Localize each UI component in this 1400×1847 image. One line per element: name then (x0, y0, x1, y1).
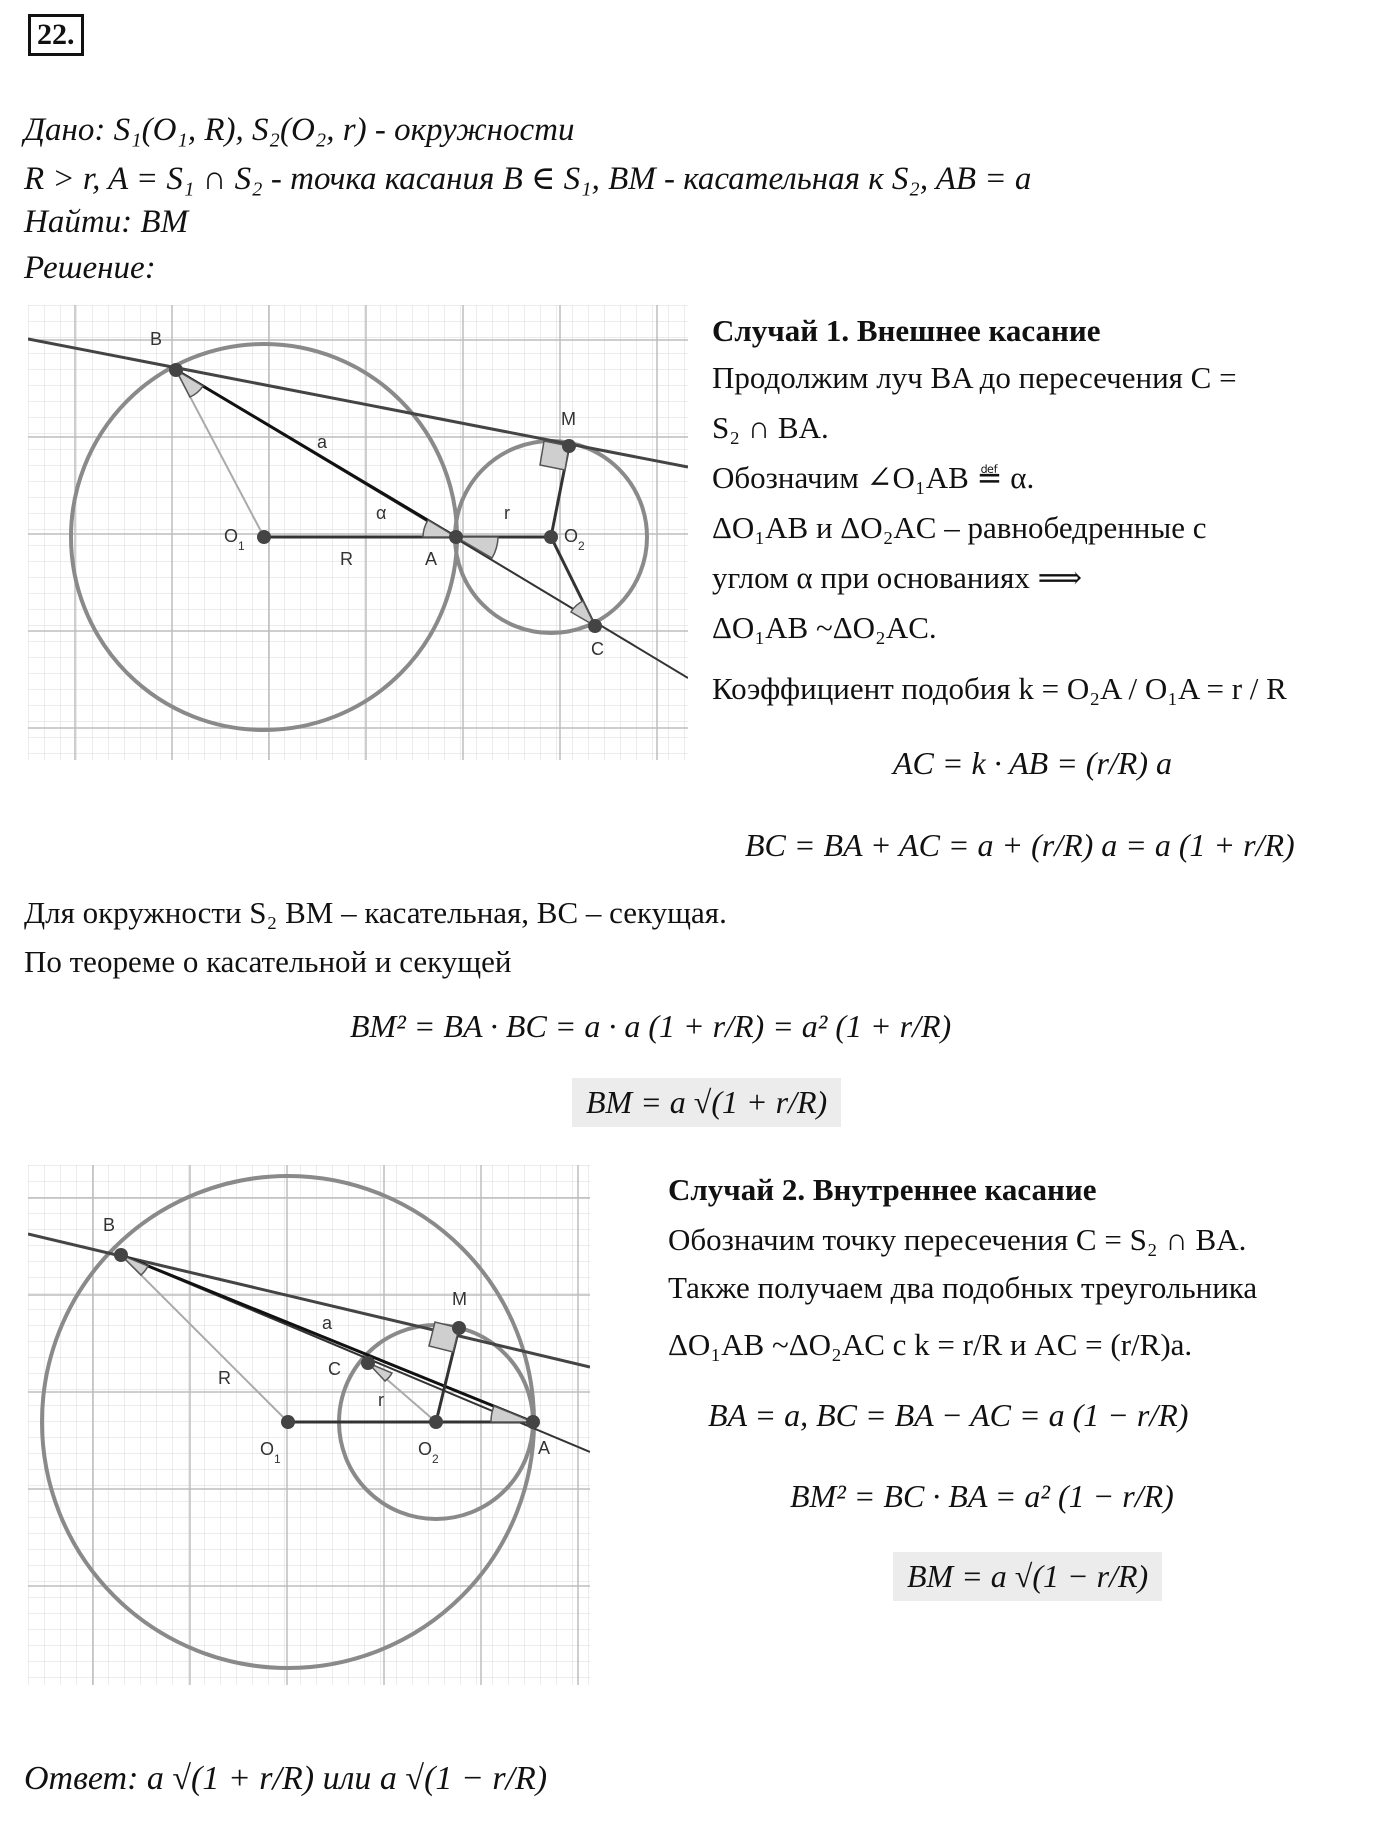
answer-line (24, 1760, 547, 1798)
case1-diagram (28, 305, 688, 760)
given-text: : S₁(O₁, R), S₂(O₂, r) - окружности (94, 112, 575, 148)
label-b: B (103, 1215, 116, 1235)
case1-line-1: Продолжим луч BA до пересечения C = (712, 360, 1237, 395)
label-o2-sub: 2 (432, 1452, 439, 1466)
point-m (452, 1321, 466, 1335)
case2-formula-bm: BM = a √(1 − r/R) (893, 1552, 1162, 1601)
middle-formula-bm: BM = a √(1 + r/R) (572, 1078, 841, 1127)
point-c (361, 1356, 375, 1370)
label-c: C (328, 1359, 341, 1379)
given-line (24, 112, 575, 149)
point-a (526, 1415, 540, 1429)
case1-line-2: S₂ ∩ BA. (712, 410, 829, 445)
label-a-side: a (317, 432, 328, 452)
case1-line-4: ΔO₁AB и ΔO₂AC – равнобедренные с (712, 510, 1207, 545)
grid (28, 1165, 590, 1685)
label-r: r (504, 503, 510, 523)
answer-label: Ответ (24, 1760, 128, 1797)
case2-formula-ba-bc: BA = a, BC = BA − AC = a (1 − r/R) (708, 1397, 1189, 1433)
label-r-big: R (340, 549, 353, 569)
point-c (588, 619, 602, 633)
point-o1 (281, 1415, 295, 1429)
label-o2-sub: 2 (578, 539, 585, 553)
given-label: Дано (24, 112, 95, 148)
label-m: M (452, 1289, 467, 1309)
case2-formula-bm2: BM² = BC · BA = a² (1 − r/R) (790, 1478, 1174, 1514)
middle-formula-bm2: BM² = BA · BC = a · a (1 + r/R) = a² (1 + r/R) (350, 1008, 952, 1044)
case1-line-5: углом α при основаниях ⟹ (712, 560, 1083, 595)
solution-label: Решение: (24, 250, 156, 286)
case1-line-6: ΔO₁AB ~ΔO₂AC. (712, 610, 937, 645)
middle-line-2: По теореме о касательной и секущей (24, 944, 512, 979)
label-o1-sub: 1 (238, 539, 245, 553)
label-m: M (561, 409, 576, 429)
label-o1-sub: 1 (274, 1452, 281, 1466)
case2-line-1: Обозначим точку пересечения C = S₂ ∩ BA. (668, 1222, 1247, 1257)
label-a: A (538, 1438, 551, 1458)
label-c: C (591, 639, 604, 659)
find-label: Найти (24, 204, 122, 240)
point-b (114, 1248, 128, 1262)
answer-text: : a √(1 + r/R) или a √(1 − r/R) (127, 1760, 548, 1797)
point-o2 (429, 1415, 443, 1429)
case2-line-2: Также получаем два подобных треугольника (668, 1270, 1258, 1305)
given-line-2: R > r, A = S₁ ∩ S₂ - точка касания B ∈ S₁, BM - касательная к S₂, AB = a (24, 161, 1032, 197)
label-o2: O (564, 526, 579, 546)
case1-title: Случай 1. Внешнее касание (712, 313, 1101, 348)
point-o1 (257, 530, 271, 544)
find-line (24, 204, 188, 241)
case1-line-7: Коэффициент подобия k = O₂A / O₁A = r / R (712, 671, 1287, 706)
case1-formula-bc: BC = BA + AC = a + (r/R) a = a (1 + r/R) (745, 827, 1295, 863)
label-alpha: α (376, 503, 387, 523)
point-o2 (544, 530, 558, 544)
label-a-side: a (322, 1313, 333, 1333)
case2-title: Случай 2. Внутреннее касание (668, 1172, 1097, 1207)
label-o1: O (224, 526, 239, 546)
label-b: B (150, 329, 163, 349)
case1-formula-ac: AC = k · AB = (r/R) a (893, 745, 1172, 781)
label-a: A (425, 549, 438, 569)
find-text: : BM (121, 204, 189, 240)
label-r: r (378, 1390, 384, 1410)
solution-label-text: Решение (24, 250, 145, 286)
case2-line-3: ΔO₁AB ~ΔO₂AC с k = r/R и AC = (r/R)a. (668, 1327, 1193, 1362)
label-r-big: R (218, 1368, 231, 1388)
point-m (562, 439, 576, 453)
point-a (449, 530, 463, 544)
point-b (169, 363, 183, 377)
label-o2: O (418, 1439, 433, 1459)
case2-diagram (28, 1165, 590, 1685)
case1-line-3: Обозначим ∠O₁AB ≝ α. (712, 460, 1035, 495)
grid (28, 305, 688, 760)
middle-line-1: Для окружности S₂ BM – касательная, BC – секущая. (24, 895, 727, 930)
label-o1: O (260, 1439, 275, 1459)
problem-number: 22. (28, 14, 84, 56)
